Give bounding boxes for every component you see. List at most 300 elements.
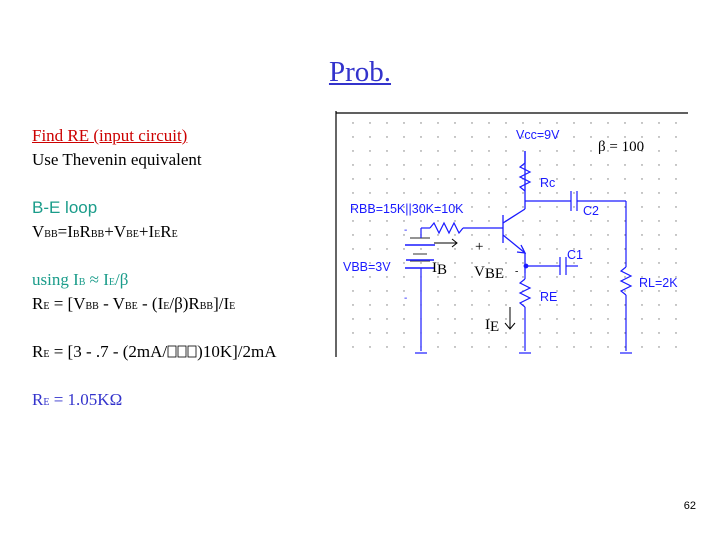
grid-dot: [624, 136, 625, 137]
rbb-resistor: [421, 223, 503, 233]
grid-dot: [590, 234, 591, 235]
grid-dot: [675, 332, 676, 333]
vbb-source: [405, 228, 435, 351]
grid-dot: [454, 192, 455, 193]
grid-dot: [505, 318, 506, 319]
grid-dot: [471, 318, 472, 319]
grid-dot: [590, 164, 591, 165]
grid-dot: [454, 332, 455, 333]
grid-dot: [369, 192, 370, 193]
grid-dot: [403, 290, 404, 291]
equation-re: RE = [VBB - VBE - (IE/β)RBB]/IE: [32, 294, 236, 313]
grid-dot: [471, 304, 472, 305]
grid-dot: [556, 276, 557, 277]
grid-dot: [352, 276, 353, 277]
be-loop-heading: B-E loop: [32, 198, 98, 217]
grid-dot: [369, 304, 370, 305]
grid-dot: [488, 290, 489, 291]
slide-title: Prob.: [328, 56, 392, 88]
grid-dot: [607, 178, 608, 179]
grid-dot: [556, 234, 557, 235]
grid-dot: [675, 164, 676, 165]
grid-dot: [590, 150, 591, 151]
method-text: Use Thevenin equivalent: [32, 150, 202, 169]
grid-dot: [386, 136, 387, 137]
vbb-minus-label: -: [404, 225, 408, 236]
grid-dot: [352, 122, 353, 123]
grid-dot: [488, 136, 489, 137]
grid-dot: [454, 290, 455, 291]
grid-dot: [607, 192, 608, 193]
grid-dot: [471, 248, 472, 249]
grid-dot: [539, 206, 540, 207]
grid-dot: [675, 150, 676, 151]
grid-dot: [590, 346, 591, 347]
grid-dot: [641, 346, 642, 347]
grid-dot: [369, 136, 370, 137]
grid-dot: [386, 248, 387, 249]
grid-dot: [488, 122, 489, 123]
transistor: [503, 151, 525, 273]
rl-label: RL=2K: [639, 276, 678, 290]
grid-dot: [675, 220, 676, 221]
grid-dot: [539, 304, 540, 305]
ie-arrow: [505, 307, 515, 329]
grid-dot: [539, 276, 540, 277]
grid-dot: [641, 136, 642, 137]
grid-dot: [539, 346, 540, 347]
circuit-diagram: [333, 111, 688, 357]
grid-dot: [369, 248, 370, 249]
grid-dot: [590, 192, 591, 193]
solution-text: [32, 124, 277, 412]
grid-dot: [471, 122, 472, 123]
grid-dot: [675, 248, 676, 249]
grid-dot: [403, 164, 404, 165]
grid-dot: [420, 178, 421, 179]
grid-dot: [454, 346, 455, 347]
grid-dot: [556, 164, 557, 165]
grid-dot: [590, 332, 591, 333]
grid-dot: [386, 290, 387, 291]
grid-dot: [505, 276, 506, 277]
ib-label: IB: [432, 260, 448, 278]
vbe-plus-label: +: [475, 239, 484, 255]
grid-dot: [658, 150, 659, 151]
grid-dot: [658, 346, 659, 347]
grid-dot: [403, 150, 404, 151]
grid-dot: [675, 318, 676, 319]
grid-dot: [641, 164, 642, 165]
grid-dot: [556, 332, 557, 333]
grid-dot: [556, 178, 557, 179]
grid-dot: [488, 262, 489, 263]
grid-dot: [454, 304, 455, 305]
grid-dot: [420, 262, 421, 263]
grid-dot: [658, 122, 659, 123]
grid-dot: [420, 136, 421, 137]
grid-dot: [471, 332, 472, 333]
grid-dot: [675, 122, 676, 123]
vbe-minus-label: -: [515, 266, 519, 277]
grid-dot: [488, 346, 489, 347]
grid-dot: [556, 346, 557, 347]
grid-dot: [352, 192, 353, 193]
grid-dot: [590, 220, 591, 221]
grid-dot: [386, 318, 387, 319]
grid-dot: [573, 164, 574, 165]
grid-dot: [641, 122, 642, 123]
c2-label: C2: [583, 204, 599, 218]
rl-resistor: [621, 261, 631, 351]
grid-dot: [505, 332, 506, 333]
garbled-glyphs: [167, 341, 197, 354]
grid-dot: [505, 122, 506, 123]
grid-dot: [369, 276, 370, 277]
grid-dot: [403, 304, 404, 305]
grid-dot: [539, 262, 540, 263]
grid-dot: [539, 234, 540, 235]
grid-dot: [590, 276, 591, 277]
grid-dot: [505, 192, 506, 193]
grid-dot: [352, 150, 353, 151]
grid-dot: [386, 150, 387, 151]
grid-dot: [437, 150, 438, 151]
grid-dot: [437, 290, 438, 291]
approximation-text: using IB ≈ IE/β: [32, 270, 129, 289]
beta-label: β = 100: [598, 139, 645, 155]
grid-dot: [488, 192, 489, 193]
grid-dot: [658, 290, 659, 291]
grid-dot: [658, 262, 659, 263]
grid-dot: [403, 332, 404, 333]
grid-dot: [488, 178, 489, 179]
grid-dot: [454, 178, 455, 179]
grid-dot: [505, 262, 506, 263]
grid-dot: [539, 248, 540, 249]
grid-dot: [471, 178, 472, 179]
grid-dot: [641, 332, 642, 333]
grid-dot: [556, 122, 557, 123]
grid-dot: [420, 164, 421, 165]
grid-dot: [539, 220, 540, 221]
grid-dot: [471, 164, 472, 165]
grid-dot: [420, 192, 421, 193]
grid-dot: [573, 304, 574, 305]
grid-dot: [607, 164, 608, 165]
grid-dot: [403, 248, 404, 249]
grid-dot: [607, 346, 608, 347]
grid-dot: [573, 122, 574, 123]
grid-dot: [556, 318, 557, 319]
grid-dot: [386, 304, 387, 305]
grid-dot: [539, 332, 540, 333]
grid-dot: [471, 136, 472, 137]
grid-dot: [539, 164, 540, 165]
grid-dot: [607, 290, 608, 291]
grid-dot: [505, 136, 506, 137]
grid-dot: [675, 136, 676, 137]
grid-dot: [471, 192, 472, 193]
grid-dot: [488, 304, 489, 305]
re-label: RE: [540, 290, 558, 304]
grid-dot: [658, 220, 659, 221]
grid-dot: [522, 192, 523, 193]
grid-dot: [556, 192, 557, 193]
grid-dot: [590, 290, 591, 291]
equation-be-loop: VBB=IBRBB+VBE+IERE: [32, 222, 178, 241]
grid-dot: [522, 122, 523, 123]
grid-dot: [675, 304, 676, 305]
grid-dot: [607, 332, 608, 333]
grid-dot: [675, 206, 676, 207]
grid-dot: [403, 136, 404, 137]
grid-dot: [369, 220, 370, 221]
grid-dot: [658, 234, 659, 235]
grid-dot: [454, 248, 455, 249]
grid-dot: [641, 290, 642, 291]
grid-dot: [488, 164, 489, 165]
grid-dot: [420, 220, 421, 221]
grid-dot: [454, 164, 455, 165]
grid-dot: [352, 178, 353, 179]
grid-dot: [522, 346, 523, 347]
vbb-minus2-label: -: [404, 293, 408, 304]
grid-dot: [505, 150, 506, 151]
grid-dot: [420, 122, 421, 123]
grid-dot: [505, 290, 506, 291]
grid-dot: [505, 178, 506, 179]
grid-dot: [658, 248, 659, 249]
grid-dot: [556, 248, 557, 249]
grid-dot: [386, 234, 387, 235]
grid-dot: [590, 122, 591, 123]
grid-dot: [658, 206, 659, 207]
grid-dot: [352, 248, 353, 249]
grid-dot: [403, 122, 404, 123]
grid-dot: [573, 150, 574, 151]
grid-dot: [437, 220, 438, 221]
grid-dot: [522, 206, 523, 207]
grid-dot: [539, 318, 540, 319]
grid-dot: [539, 192, 540, 193]
grid-dot: [488, 206, 489, 207]
grid-dot: [505, 234, 506, 235]
grid-dot: [607, 318, 608, 319]
grid-dot: [352, 346, 353, 347]
grid-dot: [420, 248, 421, 249]
grid-dot: [369, 332, 370, 333]
grid-dot: [641, 304, 642, 305]
grid-dot: [505, 304, 506, 305]
grid-dot: [386, 346, 387, 347]
grid-dot: [386, 122, 387, 123]
grid-dot: [641, 262, 642, 263]
grid-dot: [607, 122, 608, 123]
grid-dot: [573, 332, 574, 333]
grid-dot: [624, 290, 625, 291]
grid-dot: [471, 346, 472, 347]
grid-dot: [522, 262, 523, 263]
grid-dot: [590, 248, 591, 249]
grid-dot: [539, 150, 540, 151]
grid-dot: [369, 318, 370, 319]
grid-dot: [437, 332, 438, 333]
grid-dot: [454, 150, 455, 151]
grid-dot: [454, 262, 455, 263]
grid-dot: [607, 276, 608, 277]
grid-dot: [437, 318, 438, 319]
grid-dot: [352, 234, 353, 235]
grid-dot: [675, 178, 676, 179]
c1-label: C1: [567, 248, 583, 262]
grid-dot: [454, 136, 455, 137]
grid-dot: [607, 248, 608, 249]
grid-dot: [505, 206, 506, 207]
grid-dot: [454, 220, 455, 221]
grid-dot: [675, 262, 676, 263]
grid-dot: [403, 276, 404, 277]
grid-dot: [658, 178, 659, 179]
grid-dot: [641, 206, 642, 207]
grid-dot: [403, 346, 404, 347]
grid-dot: [624, 276, 625, 277]
grid-dot: [505, 164, 506, 165]
grid-dot: [522, 220, 523, 221]
grid-dot: [369, 164, 370, 165]
grid-dot: [471, 150, 472, 151]
grid-dot: [522, 234, 523, 235]
grid-dot: [641, 220, 642, 221]
grid-dot: [590, 136, 591, 137]
grid-dot: [556, 262, 557, 263]
grid-dot: [369, 150, 370, 151]
grid-dot: [556, 304, 557, 305]
grid-dot: [471, 262, 472, 263]
ib-arrow: [434, 239, 457, 247]
grid-dot: [573, 234, 574, 235]
grid-dot: [403, 178, 404, 179]
grid-dot: [488, 150, 489, 151]
grid-dot: [437, 192, 438, 193]
grid-dot: [471, 220, 472, 221]
grid-dot: [386, 276, 387, 277]
grid-dot: [352, 220, 353, 221]
grid-dot: [641, 234, 642, 235]
grid-dot: [522, 150, 523, 151]
grid-dot: [386, 164, 387, 165]
grid-dot: [386, 178, 387, 179]
grid-dot: [624, 164, 625, 165]
grid-dot: [437, 346, 438, 347]
grid-dot: [607, 234, 608, 235]
grid-dot: [352, 136, 353, 137]
grid-dot: [471, 290, 472, 291]
vbe-label: VBE: [474, 264, 505, 282]
grid-dot: [675, 290, 676, 291]
grid-dot: [471, 234, 472, 235]
equation-substituted: RE = [3 - .7 - (2mA/ )10K]/2mA: [32, 342, 277, 361]
grid-dot: [573, 276, 574, 277]
grid-dot: [658, 192, 659, 193]
grid-dot: [590, 178, 591, 179]
grid-dot: [420, 150, 421, 151]
grid-dot: [590, 262, 591, 263]
grid-dot: [454, 234, 455, 235]
grid-dot: [607, 220, 608, 221]
grid-dot: [573, 346, 574, 347]
grid-dot: [658, 304, 659, 305]
rbb-label: RBB=15K||30K=10K: [350, 202, 464, 216]
grid-dot: [641, 318, 642, 319]
grid-dot: [590, 304, 591, 305]
grid-dot: [403, 262, 404, 263]
grid-dot: [607, 262, 608, 263]
grid-dot: [369, 346, 370, 347]
grid-dot: [539, 122, 540, 123]
page-number: 62: [683, 500, 696, 512]
grid-dot: [488, 248, 489, 249]
grid-dot: [590, 318, 591, 319]
grid-dot: [403, 220, 404, 221]
problem-statement: Find RE (input circuit): [32, 126, 188, 145]
grid-dot: [658, 136, 659, 137]
grid-dot: [352, 164, 353, 165]
grid-dot: [386, 192, 387, 193]
grid-dot: [403, 192, 404, 193]
grid-dot: [369, 178, 370, 179]
grid-dot: [607, 304, 608, 305]
grid-dot: [641, 192, 642, 193]
grid-dot: [675, 192, 676, 193]
grid-dot: [369, 122, 370, 123]
grid-dot: [641, 248, 642, 249]
grid-dot: [369, 290, 370, 291]
grid-dot: [573, 192, 574, 193]
grid-dot: [386, 220, 387, 221]
vbb-label: VBB=3V: [343, 260, 391, 274]
grid-dot: [675, 234, 676, 235]
grid-dot: [658, 318, 659, 319]
grid-dot: [471, 206, 472, 207]
grid-dot: [352, 304, 353, 305]
grid-dot: [454, 122, 455, 123]
grid-dot: [454, 276, 455, 277]
grid-dot: [573, 262, 574, 263]
grid-dot: [437, 164, 438, 165]
grid-dot: [573, 290, 574, 291]
grid-dot: [556, 220, 557, 221]
grid-dot: [658, 164, 659, 165]
grid-dot: [607, 136, 608, 137]
grid-dot: [624, 192, 625, 193]
ie-label: IE: [485, 317, 500, 335]
grid-dot: [505, 248, 506, 249]
grid-dot: [556, 206, 557, 207]
grid-dot: [437, 136, 438, 137]
grid-dot: [352, 290, 353, 291]
grid-dot: [573, 318, 574, 319]
grid-dot: [522, 332, 523, 333]
grid-dot: [437, 234, 438, 235]
grid-dot: [505, 346, 506, 347]
grid-dot: [437, 248, 438, 249]
grid-dot: [573, 220, 574, 221]
grid-dot: [641, 178, 642, 179]
grid-dot: [352, 318, 353, 319]
result-text: RE = 1.05KΩ: [32, 390, 123, 409]
grid-dot: [386, 332, 387, 333]
